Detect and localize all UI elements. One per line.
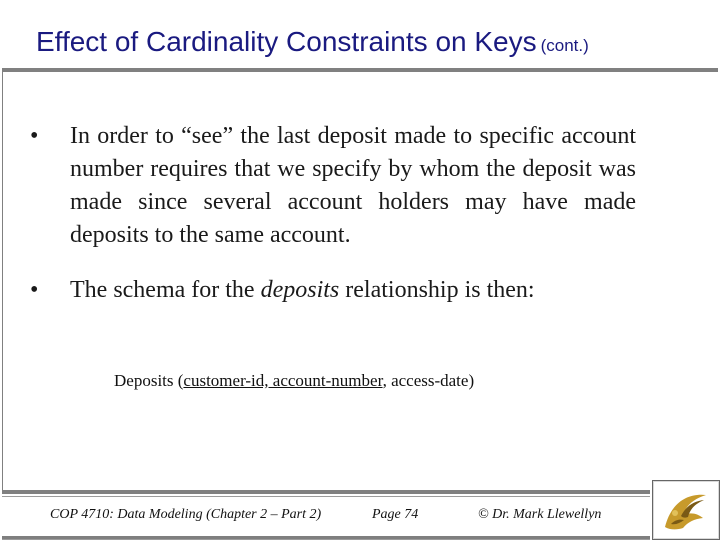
slide-title	[36, 22, 696, 66]
university-logo	[652, 480, 720, 540]
footer-divider	[2, 490, 650, 494]
schema-prefix: Deposits (	[114, 371, 184, 390]
bullet-item-1	[30, 120, 636, 252]
footer-page: Page 74	[372, 507, 419, 522]
bullet-mark: •	[30, 123, 39, 149]
slide-body	[30, 120, 636, 307]
schema-key-attributes: customer-id, account-number	[183, 371, 383, 390]
slide-title-text: Effect of Cardinality Constraints on Keys	[36, 26, 537, 57]
footer-course: COP 4710: Data Modeling (Chapter 2 – Part 2)	[50, 507, 322, 522]
footer-author: © Dr. Mark Llewellyn	[478, 507, 602, 522]
schema-definition	[114, 371, 474, 391]
bullet-mark: •	[30, 277, 39, 303]
slide-title-suffix: (cont.)	[540, 36, 589, 55]
bullet-text-suffix: relationship is then:	[339, 277, 535, 303]
schema-suffix: , access-date)	[382, 371, 475, 390]
bullet-text-emphasis: deposits	[260, 277, 340, 303]
bullet-text-prefix: The schema for the	[70, 277, 261, 303]
title-divider	[2, 68, 718, 72]
pegasus-logo-icon	[659, 485, 713, 535]
footer-shadow	[2, 536, 650, 539]
left-border	[2, 68, 3, 492]
bullet-text: In order to “see” the last deposit made to specific account number requires that we specify by whom the deposit was made since several account holders may have made deposits to the same account.	[70, 123, 636, 248]
bullet-item-2	[30, 274, 636, 307]
